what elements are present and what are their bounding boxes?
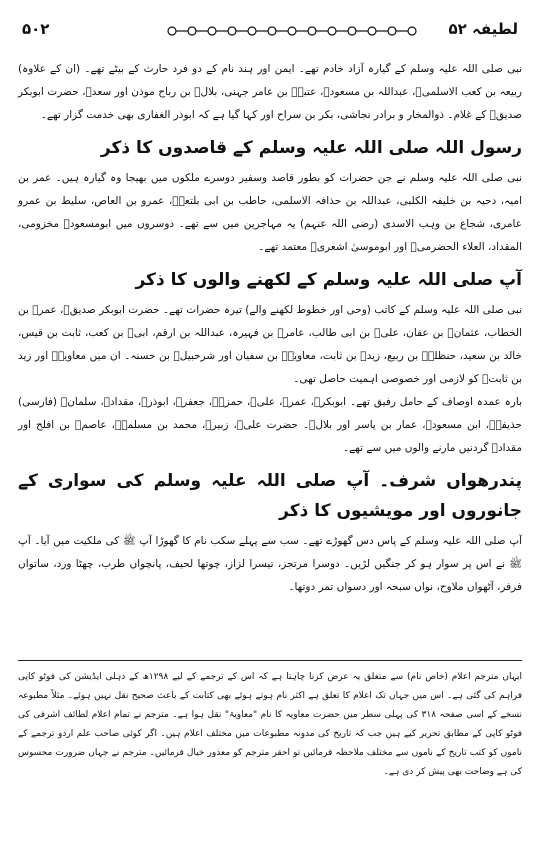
heading-mounts: پندرھواں شرف۔ آپ صلی اللہ علیہ وسلم کی سواری کے جانوروں اور مویشیوں کا ذکر [18, 471, 522, 521]
footnote-divider [18, 660, 522, 661]
footnote-text: ایہاں مترجم اعلام (خاص نام) سے متعلق یہ عرض کرنا چاہتا ہے کہ اس کے ترجمے کے لیے ۱۲۹۸ھ کے دہلی ایڈیشن کی فوٹو کاپی فراہم کی گئی ہے۔ اس میں جہاں تک اعلام کا تعلق ہے اکثر نام ہوتے ہوئے بھی کتابت کے باعث صحیح نقل نہیں ہوئے۔ مثلاً مطبوعہ نسخے کے اسی صفحہ ۳۱۸ کی پہلی سطر میں حضرت معاویہ کا نام "معاویۃ" نقل ہوا ہے۔ مترجم نے تمام اعلام لطائف اشرفی کی فوٹو کاپی کے مطابق تحریر کیے ہیں جب کہ تاریخ کی مدونہ مطبوعات میں مختلف اعلام ہیں۔ اگر کوئی صاحب علم اردو ترجمے کے ناموں کو کتب تاریخ کے ناموں سے مختلف ملاحظہ فرمائیں تو احقر مترجم کو معذور خیال فرمائیں۔ مترجم نے جہاں ضرورت محسوس کی ہے وضاحت بھی پیش کر دی ہے۔ [18, 672, 523, 777]
footnote [18, 668, 522, 782]
paragraph-companions: بارہ عمدہ اوصاف کے حامل رفیق تھے۔ ابوبکرؓ، عمرؓ، علیؓ، حمزہؓ، جعفرؓ، ابوذرؓ، مقدادؓ، سلمانؓ (فارسی) حذیفہؓ، ابن مسعودؓ، عمار بن یاسر اور بلالؓ۔ حضرت علیؓ، زبیرؓ، محمد بن مسلمہؓ، عاصمؓ بن افلح اور مقدادؓ گردنیں مارنے والوں میں سے تھے۔ [18, 396, 522, 454]
paragraph-messengers: نبی صلی اللہ علیہ وسلم نے جن حضرات کو بطور قاصد وسفیر دوسرے ملکوں میں بھیجا وہ گیارہ ہیں۔ عمر بن امیہ، دحیہ بن خلیفہ الکلبی، عبداللہ بن حذافہ الاسلمی، حاطب بن ابی بلتعہؓ، عمرو بن العاص، سلیط بن عمرو عامری، شجاع بن وہب الاسدی (رضی اللہ عنہم) یہ مہاجرین میں سے تھے۔ دوسروں میں ابومسعودؓ مخزومی، المقداد، العلاء الحضرمیؓ اور ابوموسیٰ اشعریؓ معتمد تھے۔ [18, 172, 522, 253]
page-header [22, 18, 518, 44]
page-body [18, 58, 522, 599]
paragraph-horses: آپ صلی اللہ علیہ وسلم کے پاس دس گھوڑے تھے۔ سب سے پہلے سکب نام کا گھوڑا آپ ﷺ کی ملکیت میں آیا۔ آپ ﷺ نے اس پر سوار ہو کر جنگیں لڑیں۔ دوسرا مرتجز، تیسرا لزاز، چوتھا لحیف، پانچواں طرب، چھٹا ورد، ساتواں فرفر، آٹھواں ملاوح، نواں سبحہ اور دسواں تمر دوتھا۔ [18, 535, 522, 593]
heading-scribes: آپ صلی اللہ علیہ وسلم کے لکھنے والوں کا ذکر [135, 270, 522, 290]
header-ornament [162, 24, 422, 38]
paragraph-scribes: نبی صلی اللہ علیہ وسلم کے کاتب (وحی اور خطوط لکھنے والے) تیرہ حضرات تھے۔ حضرت ابوبکر صدیقؓ، عمرؓ بن الخطاب، عثمانؓ بن عفان، علیؓ بن ابی طالب، عامرؓ بن فہیرہ، عبداللہ بن ارقم، ابیؓ بن کعب، ثابت بن قیس، خالد بن سعید، حنظلہؓ بن ربیع، زیدؓ بن ثابت، معاویہؓ بن سفیان اور شرحبیلؓ بن حسنہ۔ ان میں معاویہؓ اور زید بن ثابتؓ کو لازمی اور خصوصی اہمیت حاصل تھی۔ [18, 304, 522, 385]
heading-messengers: رسول اللہ صلی اللہ علیہ وسلم کے قاصدوں کا ذکر [100, 138, 522, 158]
paragraph-servants: نبی صلی اللہ علیہ وسلم کے گیارہ آزاد خادم تھے۔ ایمن اور ہند نام کے دو فرد حارث کے بیٹے تھے۔ (ان کے علاوہ) ربیعہ بن کعب الاسلمیؓ، عبداللہ بن مسعودؓ، عتبہؓ بن عامر جہنی، بلالؓ بن رباح موذن اور سعدؓ، حضرت ابوبکر صدیقؓ کے غلام۔ ذوالمخار و برادر نجاشی، بکر بن سراح اور کہا گیا ہے کہ ابوذر الغفاری بھی خدمت گزار تھے۔ [18, 63, 522, 121]
page-number: ۵۰۲ [22, 20, 50, 38]
chapter-title: لطیفہ ۵۲ [448, 20, 518, 38]
